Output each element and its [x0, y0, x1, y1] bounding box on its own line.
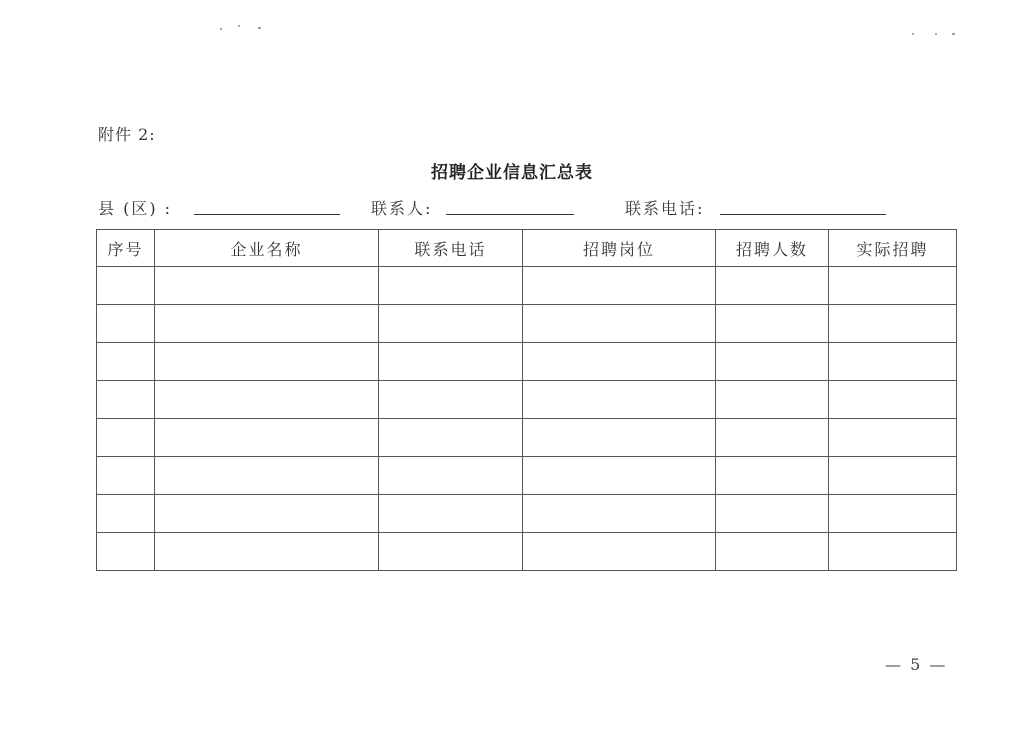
- table-cell[interactable]: [97, 495, 155, 533]
- table-cell[interactable]: [155, 267, 379, 305]
- column-header-position: 招聘岗位: [523, 230, 716, 267]
- table-cell[interactable]: [379, 381, 523, 419]
- scan-speck: [238, 25, 240, 27]
- table-cell[interactable]: [716, 381, 829, 419]
- table-cell[interactable]: [97, 267, 155, 305]
- table-cell[interactable]: [379, 419, 523, 457]
- table-cell[interactable]: [716, 495, 829, 533]
- column-header-headcount: 招聘人数: [716, 230, 829, 267]
- table-row: [97, 419, 957, 457]
- table-cell[interactable]: [155, 457, 379, 495]
- table-cell[interactable]: [379, 495, 523, 533]
- table-cell[interactable]: [155, 305, 379, 343]
- table-cell[interactable]: [523, 267, 716, 305]
- contact-person-blank[interactable]: [446, 214, 574, 215]
- table-cell[interactable]: [155, 419, 379, 457]
- table-cell[interactable]: [716, 267, 829, 305]
- table-cell[interactable]: [97, 381, 155, 419]
- table-cell[interactable]: [716, 305, 829, 343]
- table-cell[interactable]: [97, 457, 155, 495]
- table-cell[interactable]: [97, 533, 155, 571]
- table-cell[interactable]: [155, 495, 379, 533]
- table-cell[interactable]: [379, 305, 523, 343]
- table-header-row: [97, 230, 957, 267]
- document-title: 招聘企业信息汇总表: [431, 163, 593, 183]
- table-cell[interactable]: [523, 419, 716, 457]
- table-cell[interactable]: [155, 343, 379, 381]
- table-row: [97, 381, 957, 419]
- table-cell[interactable]: [379, 267, 523, 305]
- table-cell[interactable]: [379, 343, 523, 381]
- contact-person-label: 联系人:: [371, 199, 433, 218]
- table-cell[interactable]: [523, 305, 716, 343]
- table-cell[interactable]: [97, 419, 155, 457]
- table-row: [97, 495, 957, 533]
- county-label: 县 (区) :: [98, 199, 173, 218]
- column-header-company-name: 企业名称: [155, 230, 379, 267]
- table-cell[interactable]: [829, 533, 957, 571]
- table-cell[interactable]: [829, 305, 957, 343]
- table-row: [97, 267, 957, 305]
- table-cell[interactable]: [829, 267, 957, 305]
- table-cell[interactable]: [829, 419, 957, 457]
- table-cell[interactable]: [523, 495, 716, 533]
- table-cell[interactable]: [829, 381, 957, 419]
- table-cell[interactable]: [523, 343, 716, 381]
- table-cell[interactable]: [97, 305, 155, 343]
- scan-speck: [258, 27, 261, 29]
- table-row: [97, 305, 957, 343]
- scan-speck: [952, 33, 955, 35]
- column-header-serial: 序号: [97, 230, 155, 267]
- table-cell[interactable]: [829, 457, 957, 495]
- table-cell[interactable]: [379, 457, 523, 495]
- contact-phone-label: 联系电话:: [625, 199, 705, 218]
- scan-speck: [220, 28, 222, 30]
- table-row: [97, 457, 957, 495]
- table-cell[interactable]: [523, 381, 716, 419]
- table-cell[interactable]: [523, 533, 716, 571]
- table-cell[interactable]: [716, 457, 829, 495]
- scan-speck: [912, 33, 914, 35]
- summary-table: [96, 229, 957, 571]
- table-cell[interactable]: [829, 495, 957, 533]
- scan-speck: [935, 33, 937, 35]
- table-cell[interactable]: [716, 343, 829, 381]
- column-header-phone: 联系电话: [379, 230, 523, 267]
- table-cell[interactable]: [379, 533, 523, 571]
- table-cell[interactable]: [716, 533, 829, 571]
- table-row: [97, 533, 957, 571]
- table-row: [97, 343, 957, 381]
- page-number: — 5 —: [885, 655, 948, 674]
- table-cell[interactable]: [97, 343, 155, 381]
- table-cell[interactable]: [829, 343, 957, 381]
- contact-phone-blank[interactable]: [720, 214, 886, 215]
- table-cell[interactable]: [155, 533, 379, 571]
- column-header-actual-hired: 实际招聘: [829, 230, 957, 267]
- table-cell[interactable]: [523, 457, 716, 495]
- table-cell[interactable]: [155, 381, 379, 419]
- attachment-label: 附件 2:: [98, 125, 156, 144]
- county-blank[interactable]: [194, 214, 340, 215]
- table-cell[interactable]: [716, 419, 829, 457]
